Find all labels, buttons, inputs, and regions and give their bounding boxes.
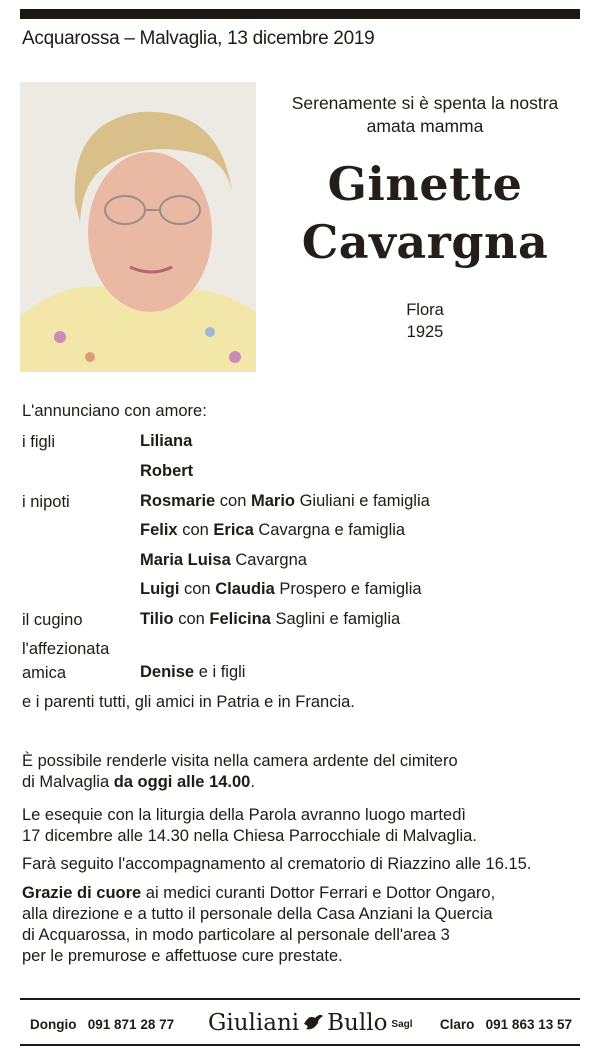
intro-line-2: amata mamma bbox=[366, 116, 484, 136]
notice-funeral: Le esequie con la liturgia della Parola avranno luogo martedì 17 dicembre alle 14.30 nella Chiesa Parrocchiale di Malvaglia. bbox=[22, 806, 477, 845]
announce-line: L'annunciano con amore: bbox=[22, 402, 207, 420]
nipote-4: Luigi con Claudia Prospero e famiglia bbox=[140, 580, 422, 598]
label-cugino: il cugino bbox=[22, 611, 83, 629]
nipote-2: Felix con Erica Cavargna e famiglia bbox=[140, 521, 406, 539]
amica-entry: Denise e i figli bbox=[140, 663, 246, 681]
nipote-3: Maria Luisa Cavargna bbox=[140, 551, 307, 569]
birth-year: 1925 bbox=[406, 323, 444, 341]
cugino-entry: Tilio con Felicina Saglini e famiglia bbox=[140, 610, 401, 628]
label-figli: i figli bbox=[22, 433, 56, 451]
funeral-home-brand: Giuliani Bullo Sagl bbox=[208, 1010, 413, 1036]
nipote-1: Rosmarie con Mario Giuliani e famiglia bbox=[140, 492, 430, 510]
intro-text bbox=[270, 92, 580, 138]
footer-rule-bottom bbox=[20, 1044, 580, 1046]
footer-left-contact: Dongio 091 871 28 77 bbox=[30, 1017, 175, 1032]
deceased-name bbox=[270, 155, 580, 271]
label-nipoti: i nipoti bbox=[22, 493, 70, 511]
portrait-image bbox=[20, 82, 256, 372]
nickname-year bbox=[270, 299, 580, 343]
first-name: Ginette bbox=[327, 157, 523, 211]
label-amica-2: amica bbox=[22, 664, 67, 682]
figlio-1: Liliana bbox=[140, 432, 193, 450]
notice-thanks: Grazie di cuore ai medici curanti Dottor Ferrari e Dottor Ongaro, alla direzione e a tutto il personale della Casa Anziani la Quercia di Acquarossa, in modo particolare al personale dell'area 3 per le premurose e affettuose cure prestate. bbox=[22, 884, 496, 965]
top-rule bbox=[20, 9, 580, 19]
label-amica-1: l'affezionata bbox=[22, 640, 110, 658]
last-name: Cavargna bbox=[301, 215, 549, 269]
closing-relatives: e i parenti tutti, gli amici in Patria e in Francia. bbox=[22, 693, 355, 711]
dateline: Acquarossa – Malvaglia, 13 dicembre 2019 bbox=[22, 28, 375, 49]
footer-rule-top bbox=[20, 998, 580, 1000]
notice-cremation: Farà seguito l'accompagnamento al crematorio di Riazzino alle 16.15. bbox=[22, 855, 532, 873]
nickname: Flora bbox=[406, 301, 444, 319]
intro-line-1: Serenamente si è spenta la nostra bbox=[291, 93, 559, 113]
figlio-2: Robert bbox=[140, 462, 194, 480]
notice-visit: È possibile renderle visita nella camera ardente del cimitero di Malvaglia da oggi alle 14.00. bbox=[22, 752, 458, 791]
funeral-home-footer bbox=[20, 1008, 580, 1044]
portrait-photo bbox=[20, 82, 256, 372]
dove-logo-icon bbox=[301, 1010, 325, 1034]
footer-right-contact: Claro 091 863 13 57 bbox=[439, 1017, 572, 1032]
